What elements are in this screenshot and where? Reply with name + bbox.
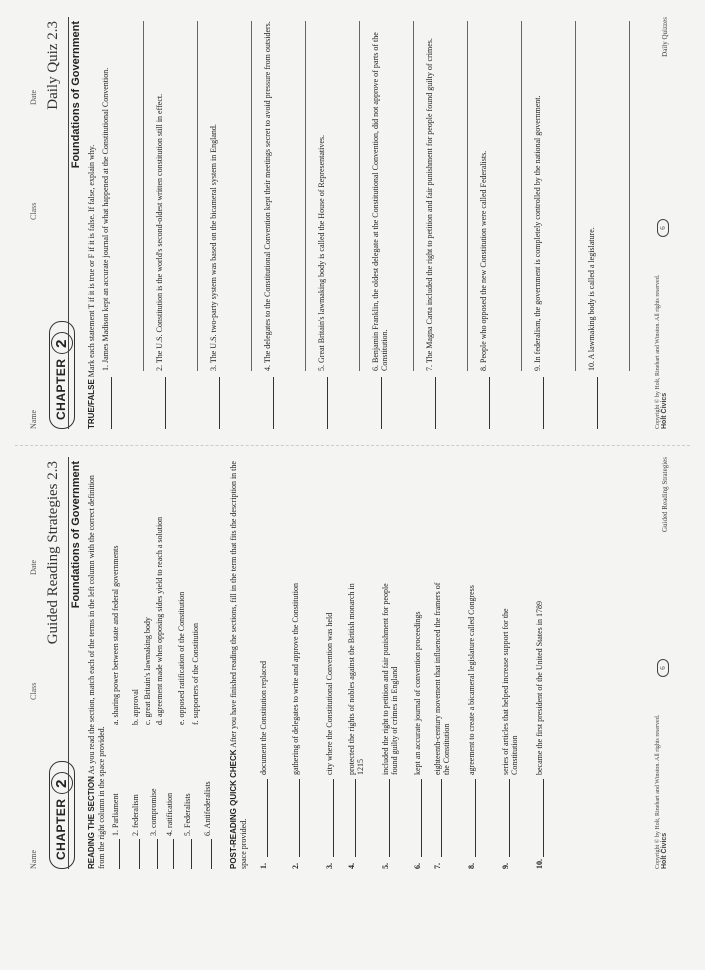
class-label: Class: [29, 202, 38, 220]
question-number: 6.: [413, 863, 422, 869]
answer-blank[interactable]: [325, 779, 334, 857]
answer-blank[interactable]: [347, 779, 356, 857]
answer-blank[interactable]: [259, 779, 268, 857]
term-row: [111, 793, 120, 869]
term-text: 5. Federalists: [183, 793, 192, 836]
question-text: city where the Constitutional Convention was held: [325, 612, 334, 775]
definition-item: c. great Britain's lawmaking body: [143, 617, 152, 725]
explain-line[interactable]: [575, 21, 576, 371]
page-title: Guided Reading Strategies 2.3: [45, 461, 61, 645]
footer-type: Guided Reading Strategies: [661, 457, 669, 533]
daily-quiz-page: [15, 15, 690, 435]
explain-line[interactable]: [251, 21, 252, 371]
term-row: [183, 793, 192, 869]
answer-blank[interactable]: [291, 779, 300, 857]
answer-blank[interactable]: [433, 779, 442, 857]
question-number: 8.: [467, 863, 476, 869]
definition-item: d. agreement made when opposing sides yield to reach a solution: [155, 516, 164, 725]
definition-item: b. approval: [131, 689, 140, 725]
page-title: Daily Quiz 2.3: [45, 21, 61, 110]
question-number: 4.: [347, 863, 356, 869]
guided-reading-page: [15, 455, 690, 875]
tf-statement: 5. Great Britain's lawmaking body is called the House of Representatives.: [317, 134, 326, 371]
tf-statement: 3. The U.S. two-party system was based on the bicameral system in England.: [209, 124, 218, 371]
question-text: eighteenth-century movement that influenced the framers of the Constitution: [433, 582, 451, 775]
explain-line[interactable]: [467, 21, 468, 371]
tf-instructions: Mark each statement T if it is true or F if it is false. If false, explain why.: [87, 144, 96, 378]
question-number: 2.: [291, 863, 300, 869]
answer-blank[interactable]: [119, 839, 120, 869]
answer-blank[interactable]: [103, 377, 112, 429]
title-rule: [68, 17, 69, 429]
question-number: 3.: [325, 863, 334, 869]
term-text: 2. federalism: [131, 794, 140, 836]
term-text: 1. Parliament: [111, 793, 120, 836]
question-number: 7.: [433, 863, 442, 869]
answer-blank[interactable]: [265, 377, 274, 429]
answer-blank[interactable]: [481, 377, 490, 429]
tf-statement: 4. The delegates to the Constitutional Convention kept their meetings secret to avoid pressure from outsiders.: [263, 21, 272, 371]
chapter-badge: [49, 761, 75, 869]
date-label: Date: [29, 559, 38, 575]
definition-item: e. opposed ratification of the Constitution: [177, 591, 186, 725]
title-rule: [68, 457, 69, 869]
answer-blank[interactable]: [211, 839, 212, 869]
footer-type: Daily Quizzes: [661, 17, 669, 57]
answer-blank[interactable]: [501, 779, 510, 857]
answer-blank[interactable]: [191, 839, 192, 869]
tf-statement: 6. Benjamin Franklin, the oldest delegate at the Constitutional Convention, did not approve of parts of the Constitution.: [371, 32, 389, 371]
answer-blank[interactable]: [211, 377, 220, 429]
tf-statement: 8. People who opposed the new Constitution were called Federalists.: [479, 150, 488, 371]
question-text: gathering of delegates to write and approve the Constitution: [291, 583, 300, 775]
question-number: 5.: [381, 863, 390, 869]
page-number: 6: [657, 219, 669, 237]
brand: Holt Civics: [661, 832, 668, 869]
explain-line[interactable]: [305, 21, 306, 371]
copyright: Copyright © by Holt, Rinehart and Winston. All rights reserved.: [655, 714, 661, 869]
term-row: [165, 793, 174, 869]
class-label: Class: [29, 682, 38, 700]
term-text: 6. Antifederalists: [203, 781, 212, 836]
reading-heading: READING THE SECTION: [87, 776, 96, 869]
page-divider: [15, 445, 690, 446]
answer-blank[interactable]: [139, 839, 140, 869]
definition-item: a. sharing power between state and federal governments: [111, 545, 120, 725]
brand: Holt Civics: [661, 392, 668, 429]
answer-blank[interactable]: [319, 377, 328, 429]
explain-line[interactable]: [521, 21, 522, 371]
question-text: kept an accurate journal of convention proceedings: [413, 611, 422, 775]
rotated-content: [15, 15, 690, 875]
question-text: series of articles that helped increase support for the Constitution: [501, 608, 519, 775]
post-reading-instructions: After you have finished reading the sections, fill in the term that fits the description in the space provided.: [229, 461, 248, 869]
chapter-label: CHAPTER: [54, 798, 69, 860]
reading-section-intro: [87, 459, 107, 869]
tf-heading: TRUE/FALSE: [87, 379, 96, 429]
answer-blank[interactable]: [381, 779, 390, 857]
reading-instructions: As you read the section, match each of the terms in the left column with the correct definition from the right column in the space provided.: [87, 475, 106, 869]
question-text: protected the rights of nobles against the British monarch in 1215: [347, 583, 365, 775]
name-label: Name: [29, 849, 38, 869]
answer-blank[interactable]: [467, 779, 476, 857]
tf-statement: 9. In federalism, the government is completely controlled by the national government.: [533, 95, 542, 371]
copyright: Copyright © by Holt, Rinehart and Winston. All rights reserved.: [655, 274, 661, 429]
tf-statement: 7. The Magna Carta included the right to petition and fair punishment for people found guilty of crimes.: [425, 38, 434, 371]
page-number: 6: [657, 659, 669, 677]
question-number: 1.: [259, 863, 268, 869]
page-subtitle: Foundations of Government: [70, 461, 82, 609]
explain-line[interactable]: [197, 21, 198, 371]
page-subtitle: Foundations of Government: [70, 21, 82, 169]
term-text: 3. compromise: [149, 788, 158, 836]
name-label: Name: [29, 409, 38, 429]
term-text: 4. ratification: [165, 792, 174, 836]
question-number: 10.: [535, 859, 544, 869]
term-row: [149, 788, 158, 869]
post-reading-intro: [229, 459, 249, 869]
question-text: agreement to create a bicameral legislature called Congress: [467, 585, 476, 775]
date-label: Date: [29, 89, 38, 105]
chapter-label: CHAPTER: [54, 358, 69, 420]
explain-line[interactable]: [413, 21, 414, 371]
answer-blank[interactable]: [413, 779, 422, 857]
chapter-badge: [49, 321, 75, 429]
answer-blank[interactable]: [373, 377, 382, 429]
answer-blank[interactable]: [157, 377, 166, 429]
term-row: [203, 781, 212, 869]
answer-blank[interactable]: [157, 839, 158, 869]
chapter-number: 2: [51, 332, 73, 354]
tf-statement: 2. The U.S. Constitution is the world's second-oldest written constitution still in effect.: [155, 93, 164, 371]
post-reading-heading: POST-READING QUICK CHECK: [229, 749, 238, 869]
definition-item: f. supporters of the Constitution: [191, 623, 200, 725]
tf-statement: 10. A lawmaking body is called a legislature.: [587, 227, 596, 371]
term-row: [131, 794, 140, 869]
answer-blank[interactable]: [427, 377, 436, 429]
question-text: included the right to petition and fair punishment for people found guilty of crimes in England: [381, 583, 399, 775]
tf-intro: [87, 19, 97, 429]
tf-statement: 1. James Madison kept an accurate journal of what happened at the Constitutional Convention.: [101, 67, 110, 371]
explain-line[interactable]: [359, 21, 360, 371]
question-number: 9.: [501, 863, 510, 869]
explain-line[interactable]: [629, 21, 630, 371]
answer-blank[interactable]: [173, 839, 174, 869]
explain-line[interactable]: [143, 21, 144, 371]
answer-blank[interactable]: [535, 779, 544, 857]
chapter-number: 2: [51, 772, 73, 794]
question-text: document the Constitution replaced: [259, 661, 268, 775]
answer-blank[interactable]: [535, 377, 544, 429]
question-text: became the first president of the United States in 1789: [535, 601, 544, 775]
answer-blank[interactable]: [589, 377, 598, 429]
